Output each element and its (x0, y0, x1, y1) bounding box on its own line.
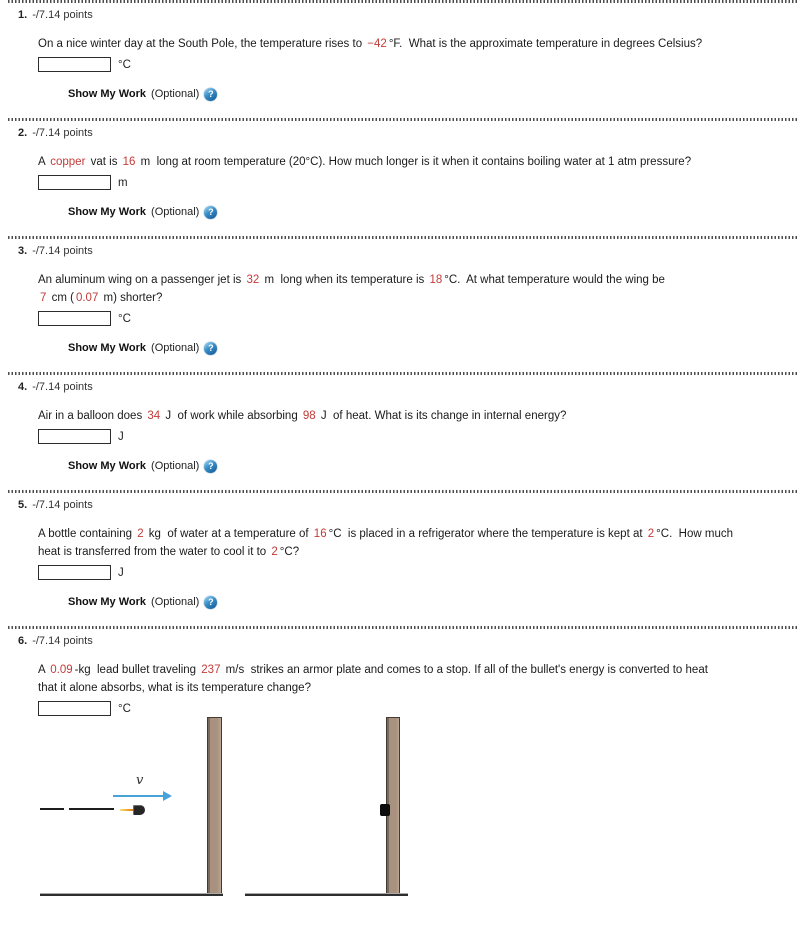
question-text (0, 649, 790, 697)
question-text-line (38, 525, 790, 543)
question-points: -/7.14 points (32, 381, 93, 393)
answer-unit: J (118, 566, 124, 579)
help-icon[interactable]: ? (204, 88, 217, 101)
motion-dash (40, 808, 64, 810)
question-header (0, 239, 806, 259)
text-segment: m long when its temperature is (261, 274, 428, 286)
optional-label: (Optional) (151, 342, 200, 354)
show-my-work-label: Show My Work (68, 342, 147, 354)
question-number: 1. (18, 9, 28, 21)
randomized-value: copper (50, 156, 86, 168)
question-header (0, 375, 806, 395)
question-block (0, 0, 806, 118)
question-header (0, 3, 806, 23)
optional-label: (Optional) (151, 88, 200, 100)
question-text (0, 513, 790, 561)
velocity-arrow (113, 795, 164, 797)
text-segment: Air in a balloon does (38, 410, 146, 422)
question-text-line (38, 407, 790, 425)
answer-row (0, 174, 806, 191)
question-text (0, 259, 790, 307)
answer-unit: °C (118, 312, 131, 325)
text-segment: A bottle containing (38, 528, 136, 540)
optional-label: (Optional) (151, 460, 200, 472)
randomized-value: 18 (429, 274, 443, 286)
answer-row (0, 700, 806, 717)
question-points: -/7.14 points (32, 635, 93, 647)
question-number: 3. (18, 245, 28, 257)
randomized-value: 34 (147, 410, 161, 422)
question-block (0, 236, 806, 372)
text-segment: -kg lead bullet traveling (74, 664, 200, 676)
randomized-value: 2 (647, 528, 655, 540)
text-segment: A (38, 156, 49, 168)
question-header (0, 629, 806, 649)
question-text-line (38, 153, 790, 171)
question-points: -/7.14 points (32, 245, 93, 257)
randomized-value: 7 (40, 292, 47, 304)
question-block (0, 490, 806, 626)
answer-row (0, 310, 806, 327)
answer-unit: J (118, 430, 124, 443)
randomized-value: 16 (313, 528, 327, 540)
question-number: 2. (18, 127, 28, 139)
question-points: -/7.14 points (32, 9, 93, 21)
ground-line-left (40, 893, 223, 896)
question-number: 4. (18, 381, 28, 393)
text-segment: A (38, 664, 49, 676)
question-header (0, 493, 806, 513)
question-points: -/7.14 points (32, 127, 93, 139)
optional-label: (Optional) (151, 596, 200, 608)
bullet-icon (133, 805, 145, 815)
help-icon[interactable]: ? (204, 596, 217, 609)
answer-input[interactable] (38, 175, 111, 190)
help-icon[interactable]: ? (204, 342, 217, 355)
text-segment: that it alone absorbs, what is its temperature change? (38, 682, 311, 694)
text-segment: °F. What is the approximate temperature in degrees Celsius? (388, 38, 703, 50)
motion-dash (69, 808, 114, 810)
randomized-value: 2 (271, 546, 278, 558)
velocity-arrow-head-icon (163, 791, 172, 801)
answer-input[interactable] (38, 565, 111, 580)
text-segment: m long at room temperature (20°C). How much longer is it when it contains boiling water at 1 atm pressure? (137, 156, 692, 168)
show-my-work-label: Show My Work (68, 460, 147, 472)
question-text-line (38, 35, 790, 53)
text-segment: °C is placed in a refrigerator where the temperature is kept at (328, 528, 646, 540)
randomized-value: 2 (137, 528, 144, 540)
show-my-work-label: Show My Work (68, 88, 147, 100)
text-segment: J of heat. What is its change in internal energy? (317, 410, 567, 422)
question-block (0, 626, 806, 899)
randomized-value: 16 (122, 156, 136, 168)
answer-input[interactable] (38, 311, 111, 326)
question-number: 5. (18, 499, 28, 511)
randomized-value: −42 (367, 38, 387, 50)
question-text (0, 141, 790, 171)
text-segment: kg of water at a temperature of (145, 528, 312, 540)
answer-row (0, 56, 806, 73)
bullet-figure (0, 717, 806, 899)
text-segment: On a nice winter day at the South Pole, the temperature rises to (38, 38, 366, 50)
text-segment: cm ( (48, 292, 74, 304)
question-text (0, 395, 790, 425)
answer-unit: °C (118, 58, 131, 71)
question-block (0, 372, 806, 490)
text-segment: °C? (279, 546, 300, 558)
show-my-work-row (0, 204, 806, 236)
randomized-value: 32 (246, 274, 260, 286)
question-text-line (38, 289, 790, 307)
answer-input[interactable] (38, 57, 111, 72)
randomized-value: 98 (302, 410, 316, 422)
question-text-line (38, 679, 790, 697)
show-my-work-label: Show My Work (68, 206, 147, 218)
answer-input[interactable] (38, 701, 111, 716)
text-segment: m) shorter? (100, 292, 163, 304)
text-segment: °C. How much (656, 528, 733, 540)
optional-label: (Optional) (151, 206, 200, 218)
show-my-work-row (0, 86, 806, 118)
question-points: -/7.14 points (32, 499, 93, 511)
question-block (0, 118, 806, 236)
answer-row (0, 564, 806, 581)
text-segment: heat is transferred from the water to cool it to (38, 546, 270, 558)
question-text-line (38, 661, 790, 679)
help-icon[interactable]: ? (204, 206, 217, 219)
answer-unit: m (118, 176, 128, 189)
show-my-work-row (0, 458, 806, 490)
show-my-work-label: Show My Work (68, 596, 147, 608)
ground-line-right (245, 893, 408, 896)
answer-unit: °C (118, 702, 131, 715)
question-header (0, 121, 806, 141)
answer-row (0, 428, 806, 445)
randomized-value: 237 (201, 664, 221, 676)
show-my-work-row (0, 594, 806, 626)
text-segment: m/s strikes an armor plate and comes to a stop. If all of the bullet's energy is converted to heat (222, 664, 708, 676)
answer-input[interactable] (38, 429, 111, 444)
text-segment: An aluminum wing on a passenger jet is (38, 274, 245, 286)
velocity-label: v (136, 773, 144, 788)
text-segment: vat is (87, 156, 121, 168)
help-icon[interactable]: ? (204, 460, 217, 473)
question-number: 6. (18, 635, 28, 647)
text-segment: °C. At what temperature would the wing be (444, 274, 665, 286)
embedded-bullet-icon (380, 804, 390, 816)
question-text (0, 23, 790, 53)
question-text-line (38, 543, 790, 561)
randomized-value: 0.07 (75, 292, 99, 304)
armor-plate-left (207, 717, 222, 894)
show-my-work-row (0, 340, 806, 372)
randomized-value: 0.09 (50, 664, 73, 676)
text-segment: J of work while absorbing (162, 410, 301, 422)
question-text-line (38, 271, 790, 289)
